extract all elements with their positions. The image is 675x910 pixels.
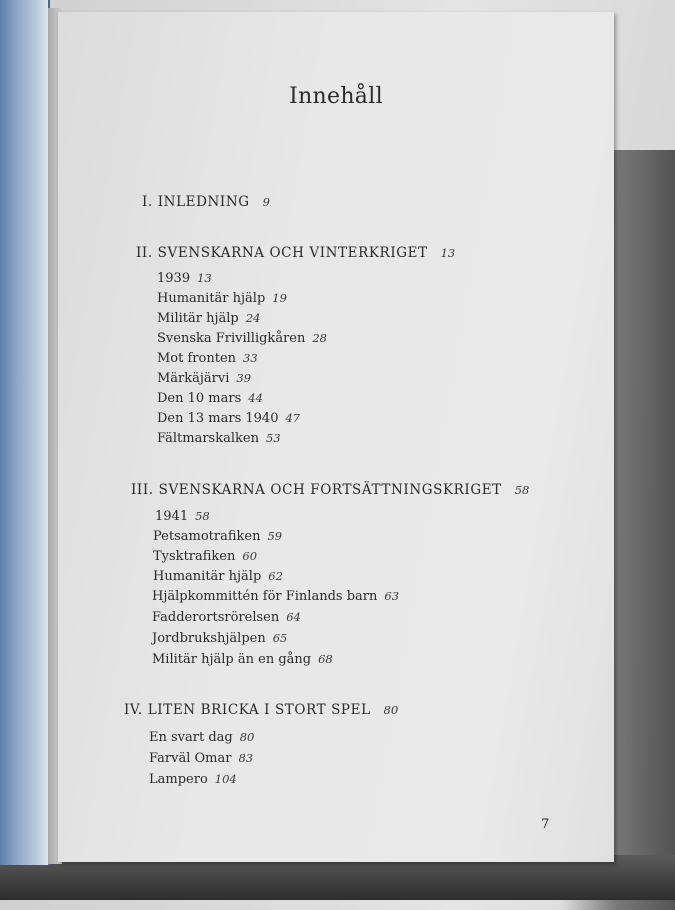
toc-entry: Jordbrukshjälpen 65 [152, 631, 288, 646]
part-3-title: SVENSKARNA OCH FORTSÄTTNINGSKRIGET [158, 482, 502, 498]
toc-entry: Petsamotrafiken 59 [153, 529, 283, 544]
page-number: 7 [541, 817, 550, 832]
part-1-numeral: I. [142, 194, 153, 210]
part-2-numeral: II. [136, 245, 153, 261]
part-3-page: 58 [514, 483, 530, 497]
toc-entry: Den 13 mars 1940 47 [157, 411, 301, 426]
toc-entry: Humanitär hjälp 19 [157, 291, 287, 306]
part-4-numeral: IV. [124, 702, 143, 718]
part-4-page: 80 [383, 703, 399, 717]
toc-entry: Tysktrafiken 60 [153, 549, 258, 564]
part-2-page: 13 [440, 246, 456, 260]
part-2-heading [136, 245, 455, 261]
toc-entry: Fadderortsrörelsen 64 [152, 610, 301, 625]
book-cover-edge [0, 0, 50, 865]
toc-entry: Svenska Frivilligkåren 28 [157, 331, 327, 346]
part-2-title: SVENSKARNA OCH VINTERKRIGET [157, 245, 428, 261]
toc-entry: En svart dag 80 [149, 730, 255, 745]
part-4-heading [124, 702, 398, 718]
part-4-title: LITEN BRICKA I STORT SPEL [147, 702, 371, 718]
book-page [58, 12, 614, 862]
part-3-heading [131, 482, 529, 498]
part-3-numeral: III. [131, 482, 154, 498]
toc-entry: Fältmarskalken 53 [157, 431, 281, 446]
toc-entry: Militär hjälp än en gång 68 [152, 652, 333, 667]
toc-entry: Hjälpkommittén för Finlands barn 63 [152, 589, 400, 604]
toc-entry: 1941 58 [155, 509, 210, 524]
toc-entry: Märkäjärvi 39 [157, 371, 252, 386]
part-1-page: 9 [262, 195, 270, 209]
toc-entry: Militär hjälp 24 [157, 311, 261, 326]
page-title: Innehåll [289, 84, 383, 109]
toc-entry: Lampero 104 [149, 772, 237, 787]
toc-entry: Farväl Omar 83 [149, 751, 254, 766]
toc-entry: Den 10 mars 44 [157, 391, 263, 406]
toc-entry: 1939 13 [157, 271, 212, 286]
part-1-heading [142, 194, 270, 210]
toc-entry: Mot fronten 33 [157, 351, 258, 366]
toc-entry: Humanitär hjälp 62 [153, 569, 283, 584]
part-1-title: INLEDNING [157, 194, 250, 210]
